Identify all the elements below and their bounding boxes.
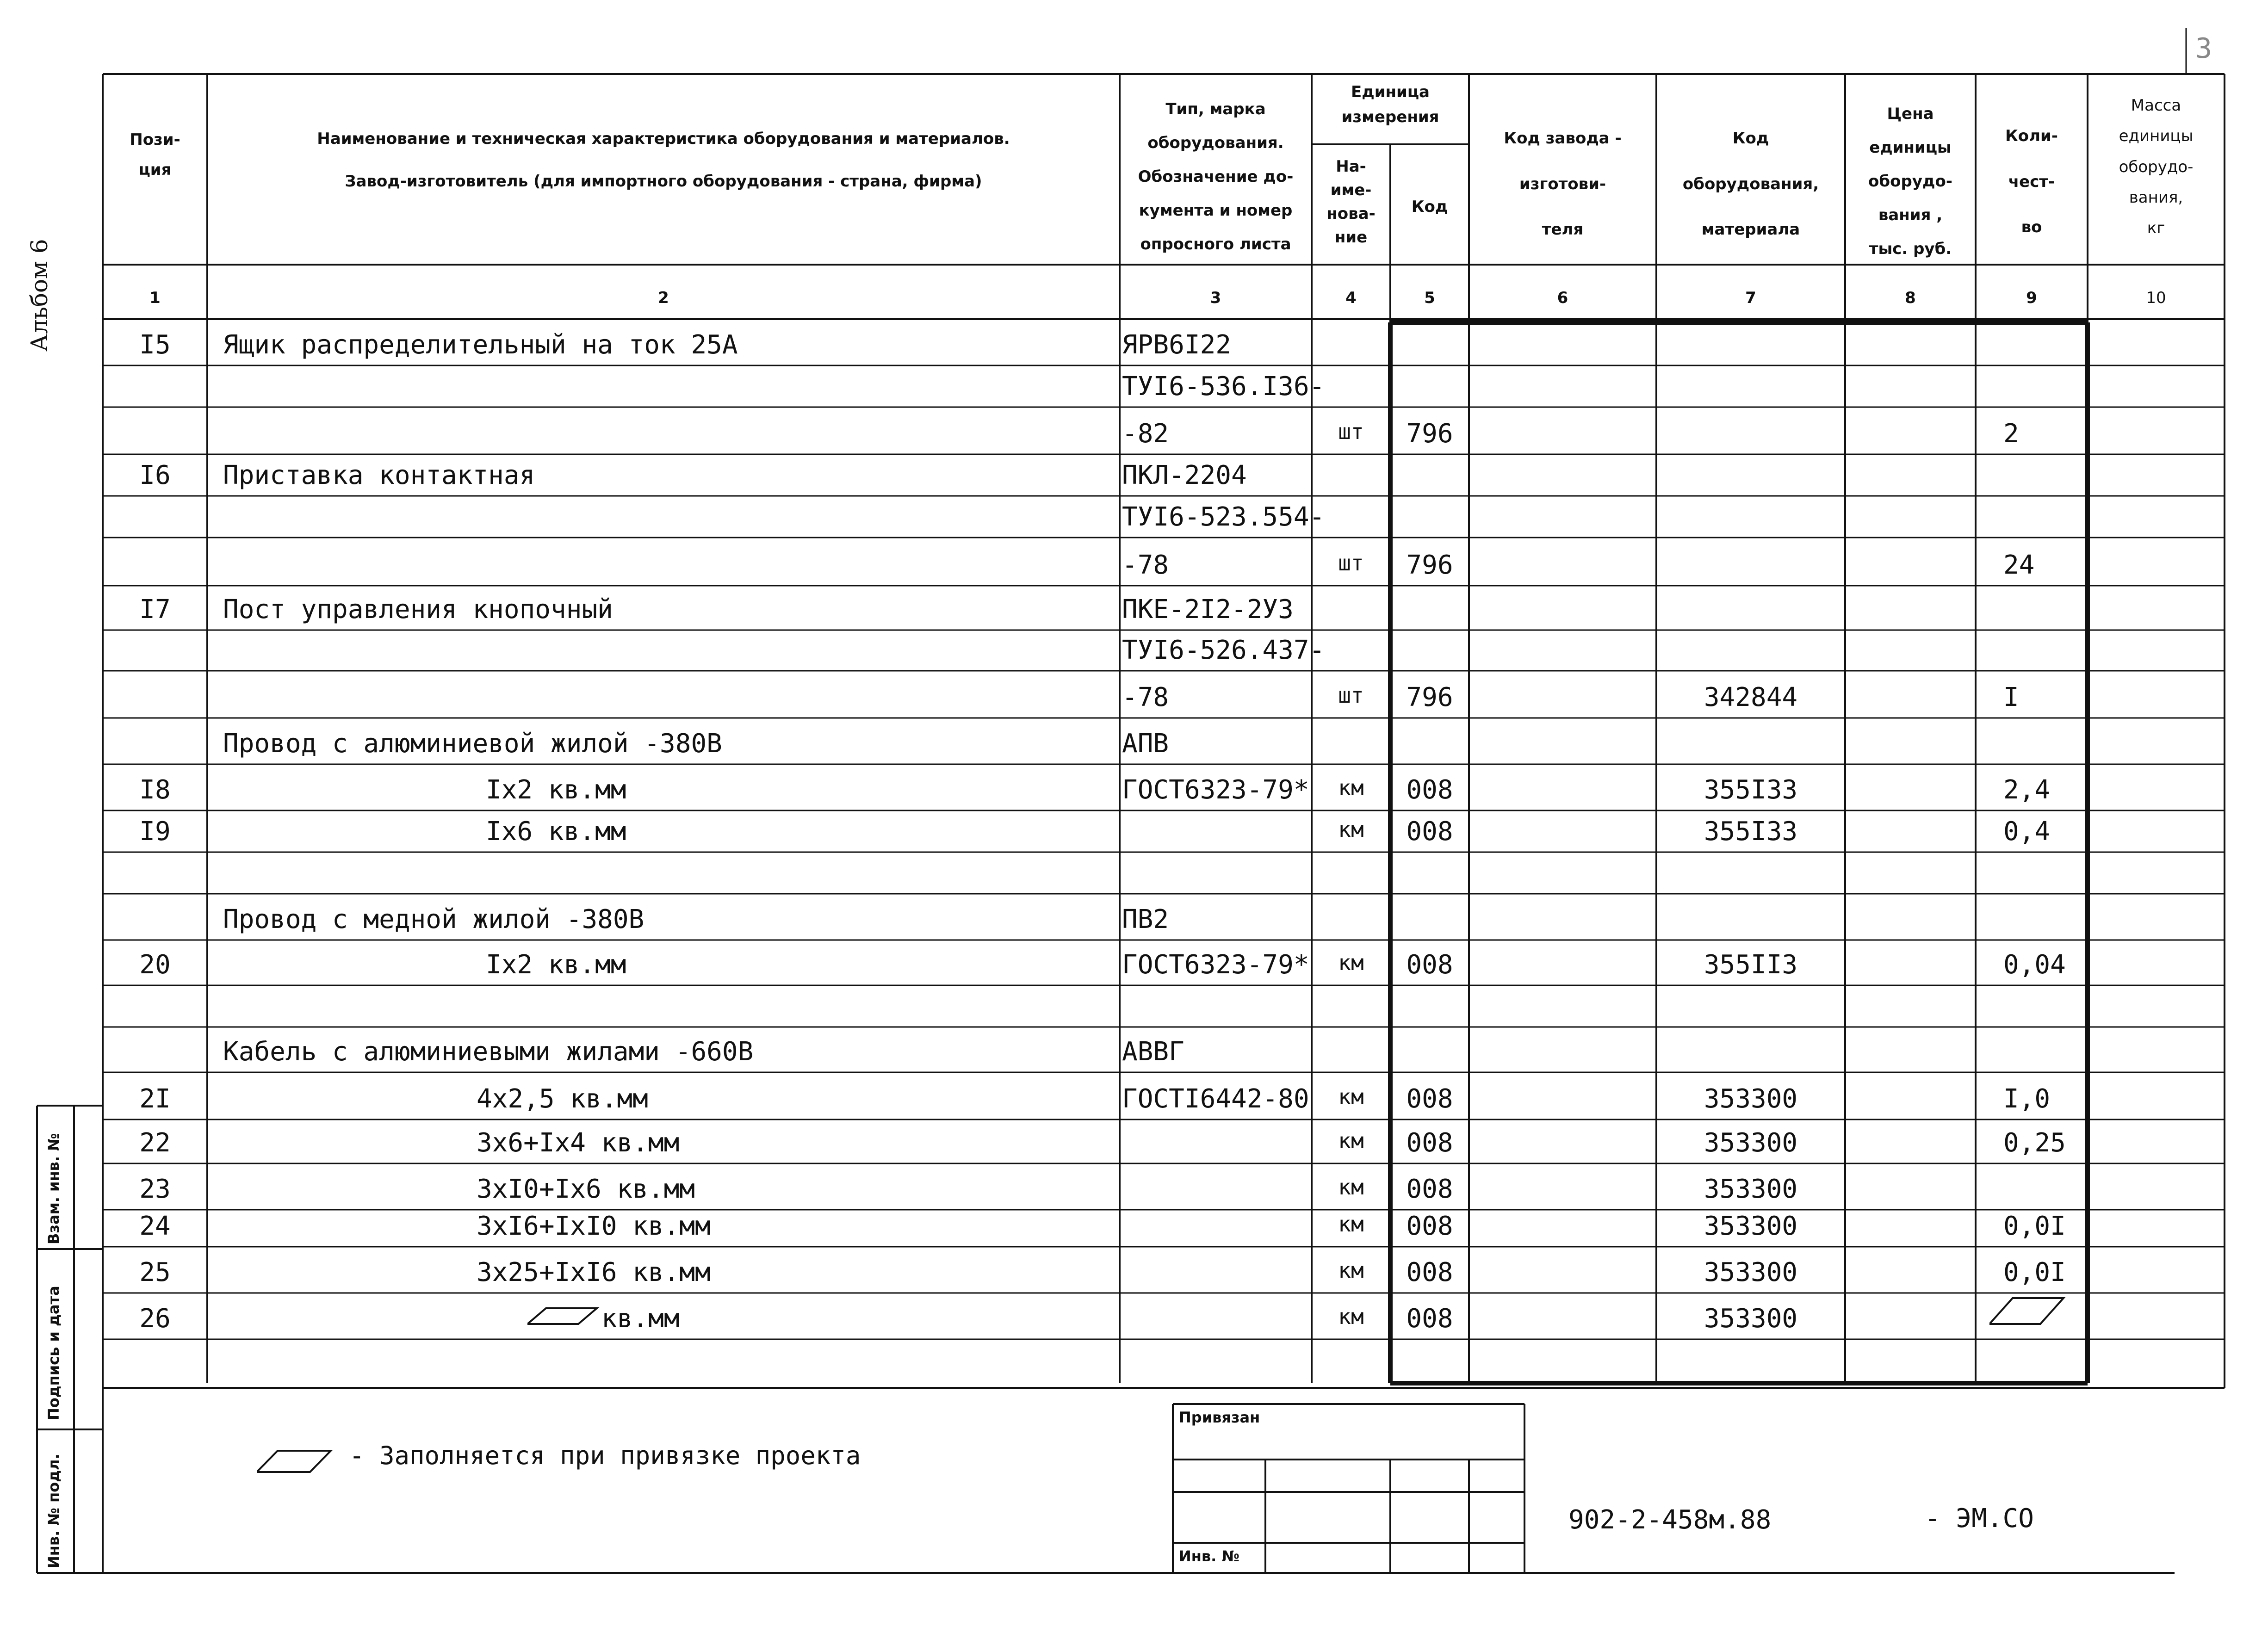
- cell-code: 008: [1406, 1128, 1453, 1158]
- cell-unit: км: [1338, 1084, 1364, 1109]
- cell-pos: 25: [139, 1257, 171, 1287]
- cell-code: 008: [1406, 1211, 1453, 1241]
- cell-pos: I5: [139, 330, 171, 360]
- header-position: Пози- ция: [130, 130, 180, 179]
- cell-type: АПВ: [1122, 729, 1169, 759]
- cell-code: 008: [1406, 775, 1453, 805]
- cell-type: АВВГ: [1122, 1037, 1184, 1067]
- cell-name: 3х25+IхI6 кв.мм: [477, 1257, 711, 1287]
- cell-code: 796: [1406, 550, 1453, 580]
- header-material-code: Код оборудования, материала: [1682, 129, 1819, 239]
- cell-type: ПКЕ-2I2-2У3: [1122, 594, 1294, 625]
- cell-mat: 353300: [1704, 1211, 1798, 1241]
- placeholder-parallelogram-icon: [527, 1305, 601, 1328]
- cell-code: 008: [1406, 950, 1453, 980]
- inv-no-label: Инв. №: [1179, 1547, 1239, 1565]
- col-number: 7: [1745, 289, 1756, 307]
- cell-type: ПВ2: [1122, 904, 1169, 934]
- cell-name: Пост управления кнопочный: [223, 594, 613, 625]
- cell-name: Провод с медной жилой -380В: [223, 904, 644, 934]
- cell-unit: км: [1338, 1128, 1364, 1153]
- top-right-mark: 3: [2195, 32, 2212, 65]
- header-mass: Масса единицы оборудо- вания, кг: [2119, 96, 2194, 238]
- header-quantity: Коли- чест- во: [2005, 127, 2058, 237]
- cell-type: ГОСТ6323-79*: [1122, 950, 1309, 980]
- cell-name: 3хI0+Iх6 кв.мм: [477, 1174, 695, 1204]
- col-number: 2: [658, 289, 669, 307]
- cell-name: 3х6+Iх4 кв.мм: [477, 1128, 680, 1158]
- cell-code: 796: [1406, 419, 1453, 449]
- header-unit-name: На- име- нова- ние: [1326, 157, 1376, 247]
- header-plant-code: Код завода - изготови- теля: [1504, 129, 1622, 239]
- col-number: 9: [2026, 289, 2037, 307]
- cell-qty: 0,4: [2003, 816, 2051, 847]
- stamp-label-signature: Подпись и дата: [45, 1286, 62, 1420]
- cell-pos: I8: [139, 775, 171, 805]
- cell-qty: 0,25: [2003, 1128, 2066, 1158]
- cell-qty: 24: [2003, 550, 2035, 580]
- cell-qty: 0,0I: [2003, 1257, 2066, 1287]
- doc-suffix: - ЭМ.СО: [1925, 1503, 2034, 1534]
- header-unit-code: Код: [1411, 198, 1448, 216]
- album-label: Альбом 6: [26, 239, 53, 352]
- cell-qty: I: [2003, 682, 2019, 712]
- cell-mat: 355II3: [1704, 950, 1798, 980]
- note-parallelogram-icon: [257, 1448, 335, 1476]
- cell-pos: 26: [139, 1304, 171, 1334]
- col-number: 6: [1557, 289, 1568, 307]
- cell-unit: км: [1338, 1175, 1364, 1200]
- cell-pos: 20: [139, 950, 171, 980]
- cell-type: ПКЛ-2204: [1122, 460, 1247, 490]
- cell-code: 008: [1406, 1304, 1453, 1334]
- cell-name: Провод с алюминиевой жилой -380В: [223, 729, 722, 759]
- cell-pos: I7: [139, 594, 171, 625]
- cell-mat: 355I33: [1704, 816, 1798, 847]
- cell-unit: км: [1338, 1258, 1364, 1283]
- cell-code: 008: [1406, 1174, 1453, 1204]
- cell-pos: I6: [139, 460, 171, 490]
- cell-qty: 0,04: [2003, 950, 2066, 980]
- header-name: Наименование и техническая характеристика оборудования и материалов. Завод-изготовитель (для импортного оборудования - страна, фирма): [317, 130, 1010, 191]
- cell-unit: км: [1338, 1304, 1364, 1329]
- cell-name: Iх2 кв.мм: [486, 950, 626, 980]
- cell-code: 008: [1406, 816, 1453, 847]
- col-number: 1: [149, 289, 161, 307]
- cell-unit: шт: [1338, 419, 1364, 444]
- cell-name: Приставка контактная: [223, 460, 535, 490]
- cell-qty: I,0: [2003, 1084, 2051, 1114]
- stamp-label-inv: Инв. № подл.: [45, 1453, 62, 1568]
- cell-code: 008: [1406, 1257, 1453, 1287]
- header-price: Цена единицы оборудо- вания , тыс. руб.: [1868, 105, 1952, 259]
- cell-unit: км: [1338, 775, 1364, 800]
- cell-mat: 353300: [1704, 1174, 1798, 1204]
- cell-mat: 353300: [1704, 1128, 1798, 1158]
- cell-mat: 353300: [1704, 1084, 1798, 1114]
- cell-type: ГОСТI6442-80: [1122, 1084, 1309, 1114]
- cell-mat: 342844: [1704, 682, 1798, 712]
- header-unit: Единица измерения: [1341, 83, 1439, 127]
- cell-qty: 2,4: [2003, 775, 2051, 805]
- cell-mat: 353300: [1704, 1304, 1798, 1334]
- cell-mat: 353300: [1704, 1257, 1798, 1287]
- cell-pos: I9: [139, 816, 171, 847]
- cell-pos: 22: [139, 1128, 171, 1158]
- cell-unit: шт: [1338, 550, 1364, 575]
- col-number: 5: [1424, 289, 1435, 307]
- cell-unit: км: [1338, 1212, 1364, 1237]
- col-number: 10: [2146, 289, 2166, 307]
- cell-qty: 2: [2003, 419, 2019, 449]
- cell-name: Ящик распределительный на ток 25А: [223, 330, 738, 360]
- cell-name: Iх2 кв.мм: [486, 775, 626, 805]
- col-number: 8: [1905, 289, 1916, 307]
- cell-name: 3хI6+IхI0 кв.мм: [477, 1211, 711, 1241]
- col-number: 3: [1210, 289, 1221, 307]
- cell-pos: 24: [139, 1211, 171, 1241]
- stamp-label-vzam: Взам. инв. №: [45, 1133, 62, 1244]
- cell-name: Кабель с алюминиевыми жилами -660В: [223, 1037, 754, 1067]
- col-number: 4: [1345, 289, 1357, 307]
- cell-type: ТУI6-536.I36-: [1122, 371, 1325, 402]
- privyazan-label: Привязан: [1179, 1409, 1260, 1426]
- cell-type: -78: [1122, 682, 1169, 712]
- cell-unit: км: [1338, 950, 1364, 975]
- cell-code: 008: [1406, 1084, 1453, 1114]
- header-type: Тип, марка оборудования. Обозначение до- кумента и номер опросного листа: [1138, 100, 1294, 254]
- cell-pos: 2I: [139, 1084, 171, 1114]
- doc-code: 902-2-458м.88: [1568, 1505, 1772, 1535]
- cell-unit: км: [1338, 817, 1364, 842]
- cell-type: -78: [1122, 550, 1169, 580]
- placeholder-parallelogram-icon: [1989, 1295, 2068, 1328]
- cell-pos: 23: [139, 1174, 171, 1204]
- footer-note: - Заполняется при привязке проекта: [349, 1441, 861, 1470]
- cell-name: 4х2,5 кв.мм: [477, 1084, 648, 1114]
- cell-type: ТУI6-526.437-: [1122, 635, 1325, 665]
- cell-type: ЯРВ6I22: [1122, 330, 1232, 360]
- cell-type: ГОСТ6323-79*: [1122, 775, 1309, 805]
- cell-unit: шт: [1338, 683, 1364, 708]
- cell-name: Iх6 кв.мм: [486, 816, 626, 847]
- cell-type: ТУI6-523.554-: [1122, 502, 1325, 532]
- cell-name: кв.мм: [601, 1304, 680, 1334]
- cell-code: 796: [1406, 682, 1453, 712]
- cell-mat: 355I33: [1704, 775, 1798, 805]
- cell-qty: 0,0I: [2003, 1211, 2066, 1241]
- cell-type: -82: [1122, 419, 1169, 449]
